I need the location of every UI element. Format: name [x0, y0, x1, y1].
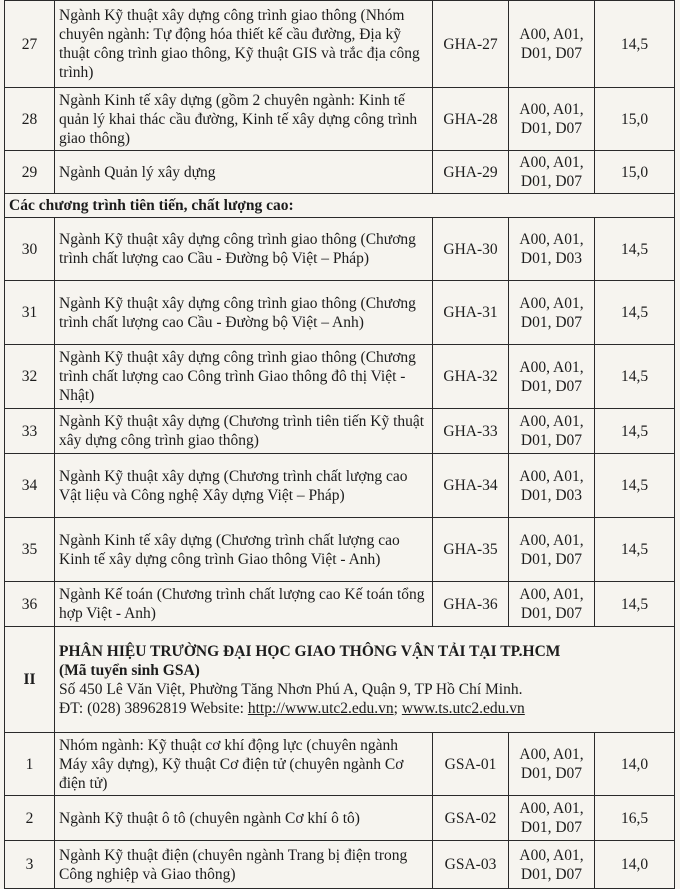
major-name: Ngành Kỹ thuật xây dựng công trình giao thông (Chương trình chất lượng cao Cầu - Đường bộ Việt – Anh)	[55, 281, 433, 345]
row-number: 35	[5, 518, 55, 582]
combination-line: D01, D07	[520, 377, 583, 395]
subject-combination	[509, 88, 595, 151]
combination-line: D01, D07	[520, 605, 583, 622]
contact-prefix: ĐT: (028) 38962819 Website:	[59, 699, 248, 717]
combination-line: D01, D03	[520, 486, 583, 504]
combination-line: A00, A01,	[519, 26, 584, 43]
major-code: GHA-29	[433, 151, 509, 194]
major-name: Ngành Kỹ thuật xây dựng công trình giao thông (Chương trình chất lượng cao Cầu - Đường bộ Việt – Pháp)	[55, 218, 433, 281]
table-row	[5, 733, 675, 796]
row-number: 33	[5, 409, 55, 454]
subject-combination	[509, 345, 595, 409]
branch-info	[55, 627, 675, 733]
cutoff-score: 15,0	[595, 88, 675, 151]
major-name: Ngành Quản lý xây dựng	[55, 151, 433, 194]
row-number: 2	[5, 796, 55, 841]
combination-line: A00, A01,	[519, 101, 584, 118]
combination-line: D01, D07	[520, 120, 583, 137]
major-code: GHA-36	[433, 582, 509, 627]
combination-line: D01, D07	[520, 432, 583, 449]
major-name: Nhóm ngành: Kỹ thuật cơ khí động lực (chuyên ngành Máy xây dựng), Kỹ thuật Cơ điện tử (chuyên ngành Cơ điện tử)	[55, 733, 433, 796]
website-link-1[interactable]: http://www.utc2.edu.vn	[247, 699, 394, 717]
table-row	[5, 281, 675, 345]
major-name: Ngành Kỹ thuật ô tô (chuyên ngành Cơ khí ô tô)	[55, 796, 433, 841]
section-title: Các chương trình tiên tiến, chất lượng cao:	[5, 194, 675, 218]
combination-line: A00, A01,	[519, 467, 584, 485]
major-code: GHA-31	[433, 281, 509, 345]
major-name: Ngành Kỹ thuật điện (chuyên ngành Trang bị điện trong Công nghiệp và Giao thông)	[55, 841, 433, 889]
table-row	[5, 409, 675, 454]
combination-line: D01, D03	[520, 250, 583, 267]
cutoff-score: 14,5	[595, 518, 675, 582]
subject-combination	[509, 733, 595, 796]
row-number: 3	[5, 841, 55, 889]
combination-line: A00, A01,	[519, 358, 584, 376]
table-row	[5, 1, 675, 88]
table-row	[5, 345, 675, 409]
major-name: Ngành Kỹ thuật xây dựng (Chương trình tiên tiến Kỹ thuật xây dựng công trình giao thông)	[55, 409, 433, 454]
subject-combination	[509, 1, 595, 88]
subject-combination	[509, 796, 595, 841]
major-code: GHA-28	[433, 88, 509, 151]
table-row	[5, 88, 675, 151]
combination-line: A00, A01,	[519, 846, 584, 864]
section-row	[5, 194, 675, 218]
combination-line: D01, D07	[520, 550, 583, 568]
combination-line: D01, D07	[520, 313, 583, 331]
subject-combination	[509, 218, 595, 281]
table-row	[5, 841, 675, 889]
combination-line: A00, A01,	[519, 413, 584, 430]
table-row	[5, 518, 675, 582]
major-code: GHA-30	[433, 218, 509, 281]
subject-combination	[509, 518, 595, 582]
subject-combination	[509, 582, 595, 627]
cutoff-score: 14,5	[595, 281, 675, 345]
major-code: GHA-32	[433, 345, 509, 409]
major-code: GHA-35	[433, 518, 509, 582]
combination-line: A00, A01,	[519, 231, 584, 248]
table-row	[5, 454, 675, 518]
combination-line: A00, A01,	[519, 294, 584, 312]
row-number: 31	[5, 281, 55, 345]
table-row	[5, 151, 675, 194]
major-code: GHA-27	[433, 1, 509, 88]
combination-line: A00, A01,	[519, 154, 584, 171]
cutoff-score: 14,5	[595, 582, 675, 627]
major-code: GSA-02	[433, 796, 509, 841]
admission-score-table	[4, 0, 675, 889]
combination-line: A00, A01,	[519, 800, 584, 817]
branch-title: PHÂN HIỆU TRƯỜNG ĐẠI HỌC GIAO THÔNG VẬN TẢI TẠI TP.HCM	[59, 642, 561, 660]
combination-line: A00, A01,	[519, 531, 584, 549]
subject-combination	[509, 151, 595, 194]
combination-line: D01, D07	[520, 865, 583, 883]
cutoff-score: 14,0	[595, 841, 675, 889]
contact-separator: ;	[393, 699, 402, 717]
combination-line: D01, D07	[520, 173, 583, 190]
major-name: Ngành Kinh tế xây dựng (gồm 2 chuyên ngành: Kinh tế quản lý khai thác cầu đường, Kinh tế xây dựng công trình giao thông)	[55, 88, 433, 151]
row-number: 34	[5, 454, 55, 518]
website-link-2[interactable]: www.ts.utc2.edu.vn	[401, 699, 525, 717]
row-number: 28	[5, 88, 55, 151]
subject-combination	[509, 841, 595, 889]
major-name: Ngành Kỹ thuật xây dựng công trình giao thông (Nhóm chuyên ngành: Tự động hóa thiết kế cầu đường, Địa kỹ thuật công trình giao thông, Kỹ thuật GIS và trắc địa công trình)	[55, 1, 433, 88]
subject-combination	[509, 454, 595, 518]
major-name: Ngành Kế toán (Chương trình chất lượng cao Kế toán tổng hợp Việt - Anh)	[55, 582, 433, 627]
cutoff-score: 14,5	[595, 454, 675, 518]
branch-subtitle: (Mã tuyển sinh GSA)	[59, 661, 200, 679]
subject-combination	[509, 281, 595, 345]
row-number: 36	[5, 582, 55, 627]
major-name: Ngành Kỹ thuật xây dựng công trình giao thông (Chương trình chất lượng cao Công trình Giao thông đô thị Việt - Nhật)	[55, 345, 433, 409]
row-number: 29	[5, 151, 55, 194]
major-name: Ngành Kinh tế xây dựng (Chương trình chất lượng cao Kinh tế xây dựng công trình Giao thông Việt - Anh)	[55, 518, 433, 582]
combination-line: A00, A01,	[519, 586, 584, 603]
cutoff-score: 14,5	[595, 218, 675, 281]
branch-address: Số 450 Lê Văn Việt, Phường Tăng Nhơn Phú A, Quận 9, TP Hồ Chí Minh.	[59, 680, 523, 698]
major-code: GHA-33	[433, 409, 509, 454]
branch-contact	[59, 699, 670, 718]
row-number: 27	[5, 1, 55, 88]
branch-roman-numeral: II	[5, 627, 55, 733]
combination-line: D01, D07	[520, 45, 583, 62]
cutoff-score: 16,5	[595, 796, 675, 841]
combination-line: D01, D07	[520, 819, 583, 836]
branch-header-row	[5, 627, 675, 733]
cutoff-score: 15,0	[595, 151, 675, 194]
row-number: 32	[5, 345, 55, 409]
major-code: GSA-01	[433, 733, 509, 796]
table-row	[5, 218, 675, 281]
subject-combination	[509, 409, 595, 454]
row-number: 1	[5, 733, 55, 796]
table-row	[5, 796, 675, 841]
major-name: Ngành Kỹ thuật xây dựng (Chương trình chất lượng cao Vật liệu và Công nghệ Xây dựng Việt – Pháp)	[55, 454, 433, 518]
combination-line: D01, D07	[520, 765, 583, 782]
cutoff-score: 14,5	[595, 1, 675, 88]
cutoff-score: 14,5	[595, 409, 675, 454]
major-code: GHA-34	[433, 454, 509, 518]
row-number: 30	[5, 218, 55, 281]
table-row	[5, 582, 675, 627]
major-code: GSA-03	[433, 841, 509, 889]
cutoff-score: 14,5	[595, 345, 675, 409]
combination-line: A00, A01,	[519, 746, 584, 763]
cutoff-score: 14,0	[595, 733, 675, 796]
